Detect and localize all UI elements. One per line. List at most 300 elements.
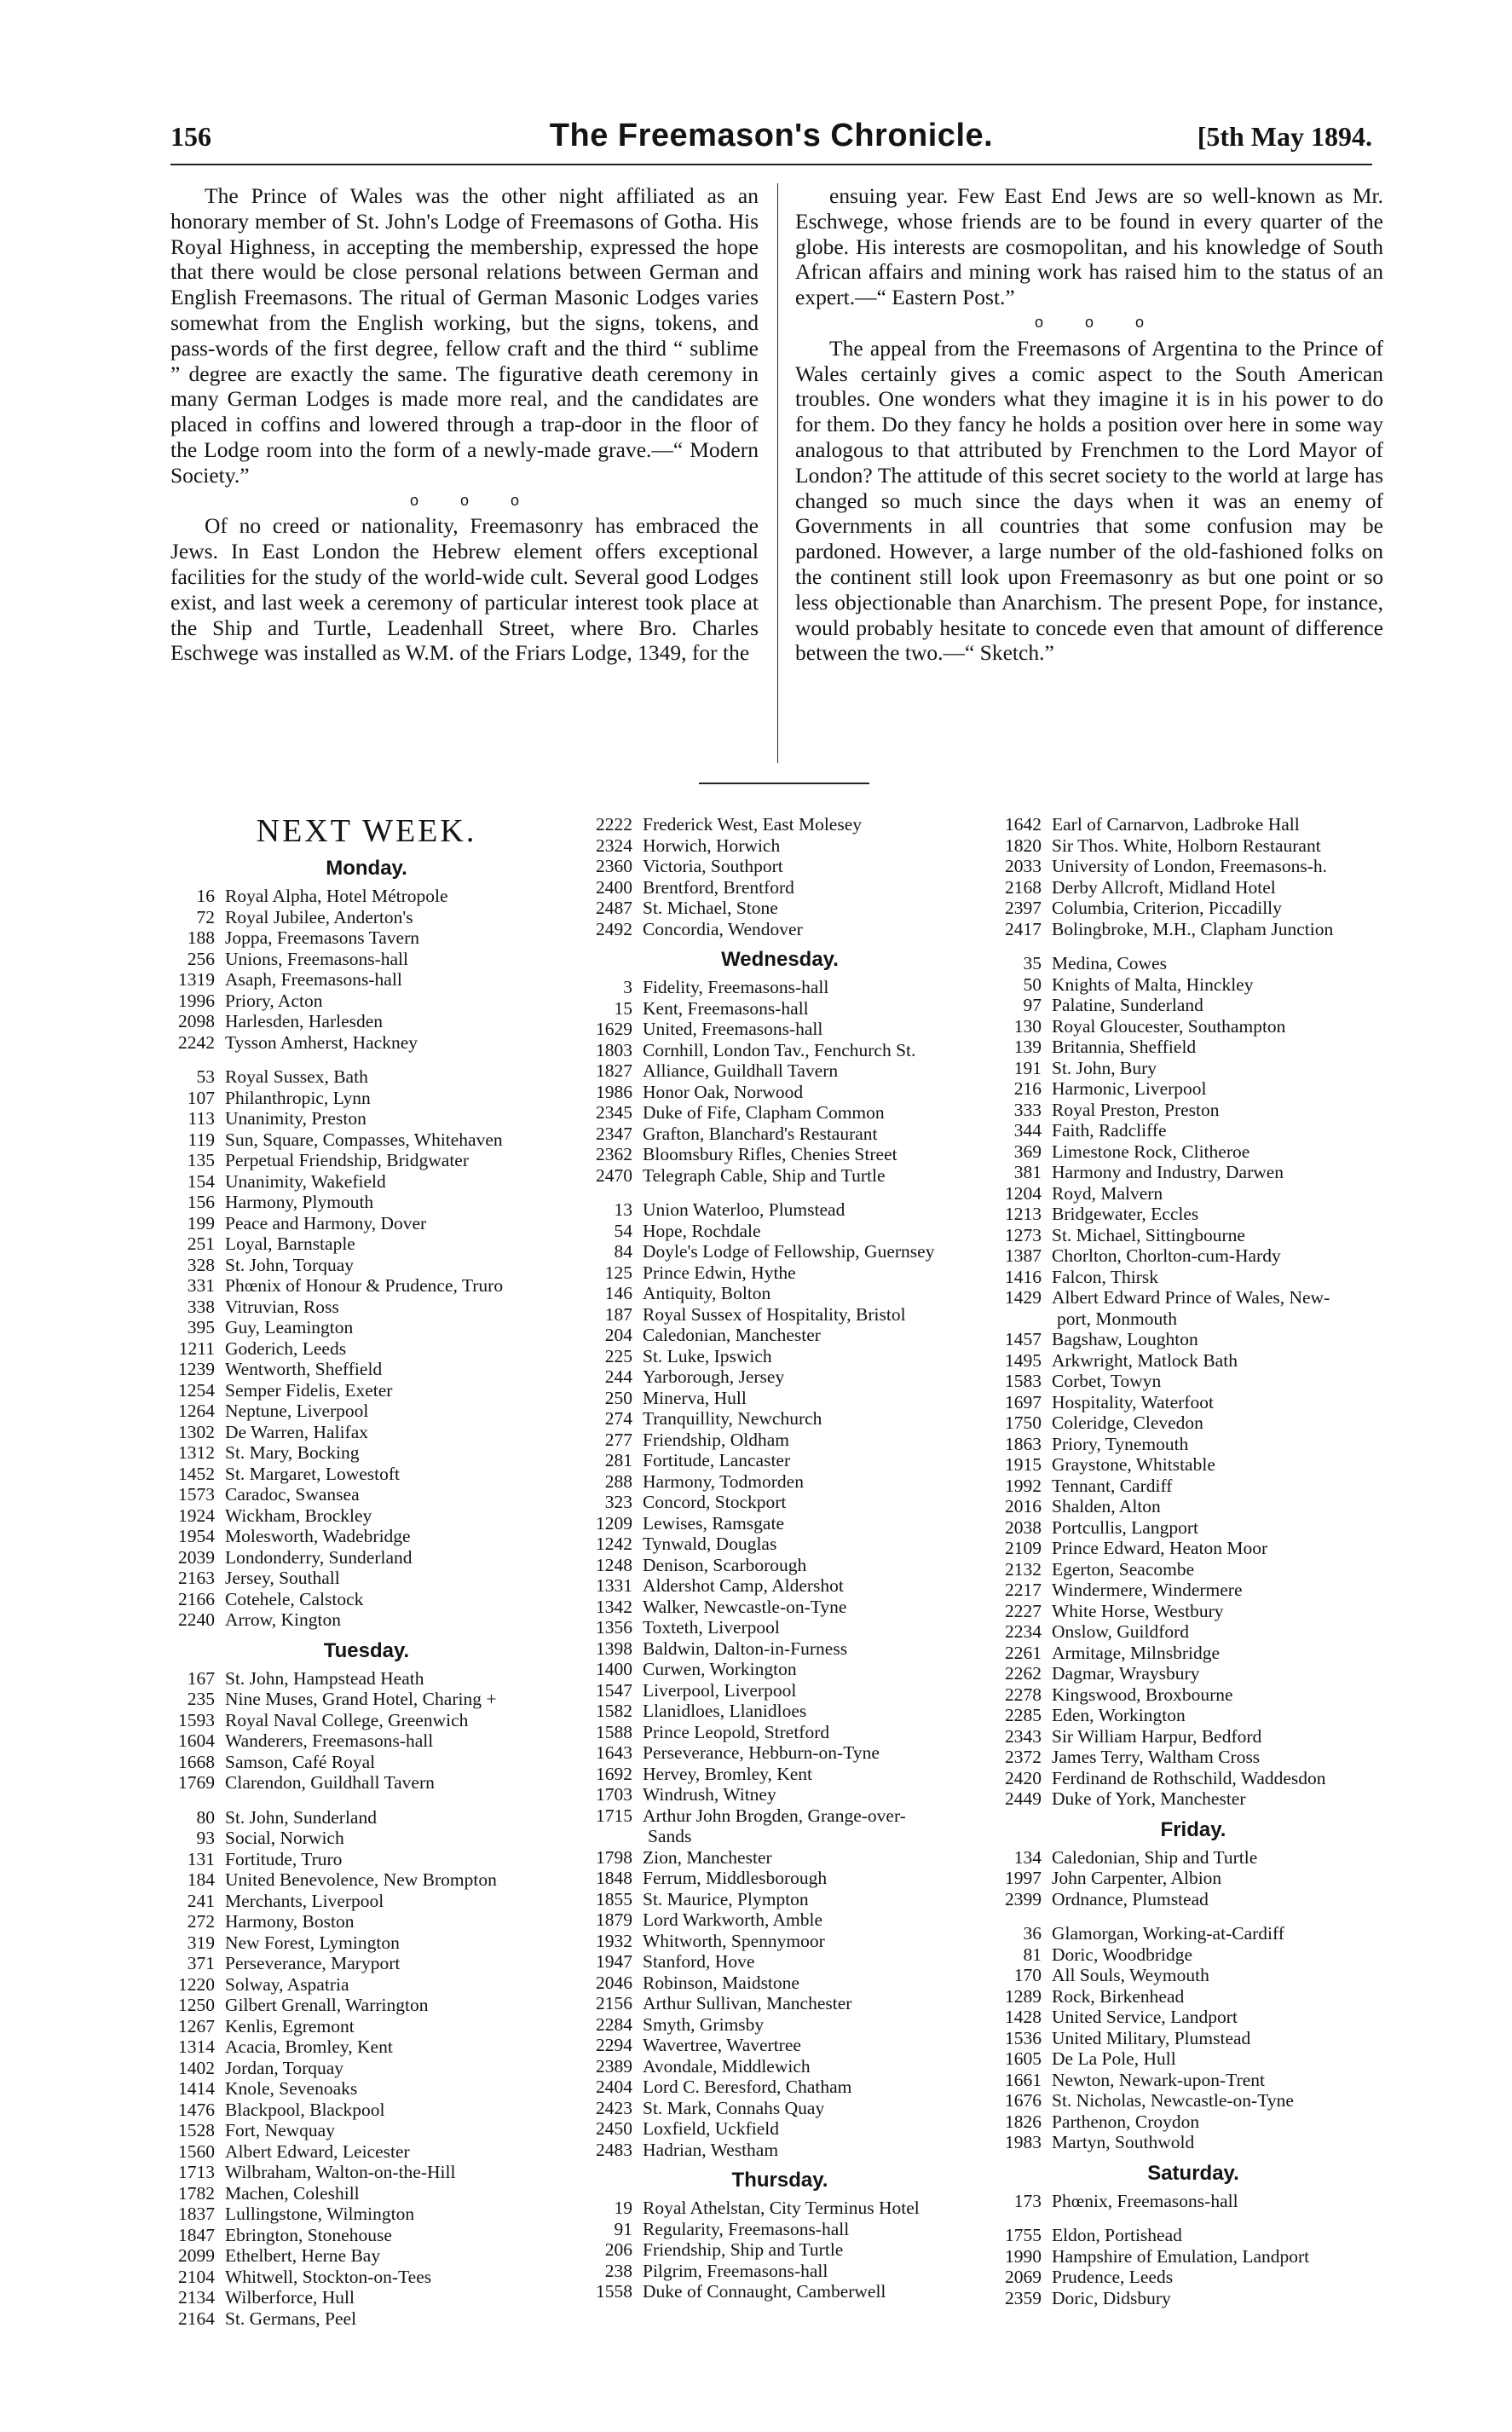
lodge-name: New Forest, Lymington [225, 1932, 400, 1953]
lodge-name: Bagshaw, Loughton [1052, 1329, 1198, 1349]
lodge-entry [580, 2056, 980, 2077]
lodge-number: 1703 [596, 1784, 632, 1805]
lodge-name: Parthenon, Croydon [1052, 2111, 1200, 2132]
list-spacer [989, 2211, 1398, 2225]
lodge-number: 2372 [1005, 1747, 1042, 1767]
lodge-number: 1782 [178, 2182, 215, 2204]
lodge-number: 1248 [596, 1554, 632, 1575]
lodge-name: Chorlton, Chorlton-cum-Hardy [1052, 1245, 1281, 1266]
lodge-entry [989, 1350, 1398, 1372]
lodge-number: 2362 [596, 1144, 632, 1164]
lodge-number: 1755 [1005, 2225, 1042, 2245]
lodge-number: 53 [196, 1066, 215, 1087]
lodge-number: 1750 [1005, 1412, 1042, 1433]
lodge-entry [580, 2118, 980, 2140]
lodge-name: Tennant, Cardiff [1052, 1475, 1173, 1496]
lodge-name: Curwen, Workington [643, 1659, 797, 1679]
lodge-name: Eldon, Portishead [1052, 2225, 1182, 2245]
lodge-entry [162, 1932, 571, 1954]
lodge-name: Social, Norwich [225, 1828, 344, 1848]
lodge-name: Duke of Fife, Clapham Common [643, 1102, 885, 1123]
lodge-entry [162, 1849, 571, 1870]
lodge-entry [162, 2245, 571, 2267]
lodge-number: 170 [1013, 1965, 1042, 1985]
lodge-number: 2104 [178, 2266, 215, 2287]
lodge-entry [162, 1255, 571, 1276]
lodge-name: Londonderry, Sunderland [225, 1546, 413, 1568]
lodge-entry [162, 1526, 571, 1547]
lodge-name: Phœnix, Freemasons-hall [1052, 2190, 1238, 2211]
lodge-number: 338 [187, 1296, 215, 1317]
lodge-entry [989, 1454, 1398, 1476]
lodge-number: 1220 [178, 1973, 215, 1995]
lodge-number: 1416 [1005, 1266, 1042, 1287]
lodge-number: 395 [187, 1317, 215, 1337]
lodge-number: 93 [196, 1828, 215, 1848]
lodge-name: Samson, Café Royal [225, 1751, 376, 1772]
lodge-name: Duke of Connaught, Camberwell [643, 2281, 886, 2302]
lodge-number: 1495 [1005, 1349, 1042, 1371]
lodge-entry [580, 1617, 980, 1638]
lodge-number: 2016 [1005, 1496, 1042, 1516]
lodge-number: 344 [1013, 1120, 1042, 1141]
lodge-number: 125 [604, 1262, 632, 1283]
lodge-number: 1267 [178, 2015, 215, 2036]
lodge-entry [162, 1911, 571, 1932]
lodge-entry [989, 1517, 1398, 1539]
lodge-name: Minerva, Hull [643, 1387, 747, 1408]
lodge-entry [162, 2204, 571, 2225]
lodge-entry [580, 1388, 980, 1409]
lodge-name: Doyle's Lodge of Fellowship, Guernsey [643, 1241, 935, 1262]
lodge-number: 1387 [1005, 1245, 1042, 1266]
lodge-name: Aldershot Camp, Aldershot [643, 1575, 844, 1596]
lodge-name: Bloomsbury Rifles, Chenies Street [643, 1144, 897, 1164]
lodge-entry [580, 1040, 980, 1061]
lodge-number: 1924 [178, 1505, 215, 1526]
lodge-number: 2038 [1005, 1516, 1042, 1538]
lodge-entry [162, 1192, 571, 1213]
lodge-name: Jersey, Southall [225, 1568, 340, 1588]
lodge-entry [989, 1768, 1398, 1789]
page-header [170, 118, 1372, 160]
lodge-entry [989, 2246, 1398, 2267]
lodge-name: De Warren, Halifax [225, 1421, 369, 1442]
lodge-number: 2449 [1005, 1788, 1042, 1809]
day-heading: Wednesday. [721, 948, 839, 971]
lodge-number: 139 [1013, 1037, 1042, 1057]
header-rule [170, 164, 1372, 165]
lodge-number: 80 [196, 1806, 215, 1828]
lodge-name: Columbia, Criterion, Piccadilly [1052, 898, 1282, 918]
lodge-entry [580, 1764, 980, 1785]
lodge-entry [989, 1371, 1398, 1392]
next-week-column-3 [989, 814, 1398, 2308]
lodge-number: 135 [187, 1150, 215, 1170]
lodge-number: 1986 [596, 1081, 632, 1102]
lodge-entry [580, 1408, 980, 1430]
lodge-entry [580, 814, 980, 835]
lodge-name: Lewises, Ramsgate [643, 1512, 784, 1534]
lodge-number: 156 [187, 1192, 215, 1212]
lodge-name: Royal Sussex of Hospitality, Bristol [643, 1303, 906, 1325]
lodge-number: 2294 [596, 2035, 632, 2055]
lodge-number: 1204 [1005, 1182, 1042, 1204]
lodge-number: 1558 [596, 2281, 632, 2302]
lodge-name: St. Germans, Peel [225, 2308, 357, 2329]
lodge-entry [989, 1120, 1398, 1141]
lodge-number: 331 [187, 1275, 215, 1296]
lodge-name: Faith, Radcliffe [1052, 1120, 1167, 1141]
lodge-name: Limestone Rock, Clitheroe [1052, 1141, 1250, 1162]
lodge-entry [580, 1283, 980, 1304]
lodge-name: United Benevolence, New Brompton [225, 1869, 497, 1890]
lodge-entry [162, 1828, 571, 1849]
lodge-number: 2039 [178, 1546, 215, 1568]
lodge-entry [989, 1621, 1398, 1643]
lodge-number: 146 [604, 1283, 632, 1303]
lodge-name: Perseverance, Hebburn-on-Tyne [643, 1742, 880, 1763]
lodge-number: 2450 [596, 2118, 632, 2139]
lodge-name: Friendship, Ship and Turtle [643, 2239, 844, 2260]
lodge-name: Cotehele, Calstock [225, 1588, 364, 1609]
lodge-entry [580, 1450, 980, 1471]
lodge-number: 2166 [178, 1588, 215, 1609]
lodge-entry [989, 1058, 1398, 1079]
lodge-name: Fort, Newquay [225, 2120, 335, 2140]
lodge-name: Priory, Acton [225, 990, 323, 1011]
lodge-number: 2345 [596, 1102, 632, 1123]
lodge-number: 2399 [1005, 1888, 1042, 1909]
lodge-name: Smyth, Grimsby [643, 2013, 765, 2035]
lodge-number: 1932 [596, 1930, 632, 1951]
lodge-entry [989, 1287, 1398, 1308]
lodge-entry [162, 1974, 571, 1996]
lodge-name: Doric, Didsbury [1052, 2287, 1171, 2308]
lodge-entry [162, 1807, 571, 1828]
lodge-number: 2347 [596, 1123, 632, 1144]
lodge-number: 1879 [596, 1909, 632, 1930]
lodge-name: Llanidloes, Llanidloes [643, 1701, 807, 1721]
lodge-name: Semper Fidelis, Exeter [225, 1379, 393, 1401]
lodge-entry [580, 1868, 980, 1889]
lodge-number: 1547 [596, 1679, 632, 1701]
lodge-entry [162, 1464, 571, 1485]
lodge-entry [162, 2058, 571, 2079]
lodge-name: Ferdinand de Rothschild, Waddesdon [1052, 1767, 1326, 1788]
lodge-number: 184 [187, 1869, 215, 1890]
lodge-entry [989, 1684, 1398, 1706]
lodge-entry [989, 1141, 1398, 1163]
lodge-entry [162, 2308, 571, 2330]
lodge-entry [162, 2036, 571, 2058]
lodge-entry [580, 2014, 980, 2036]
lodge-number: 107 [187, 1087, 215, 1108]
lodge-entry [580, 2035, 980, 2056]
lodge-number: 2343 [1005, 1725, 1042, 1747]
lodge-number: 1692 [596, 1763, 632, 1784]
lodge-entry [580, 2077, 980, 2098]
lodge-entry [580, 1993, 980, 2014]
lodge-entry [162, 1032, 571, 1054]
lodge-name: Glamorgan, Working-at-Cardiff [1052, 1923, 1284, 1944]
lodge-entry [989, 995, 1398, 1016]
lodge-number: 199 [187, 1212, 215, 1233]
lodge-entry [580, 2198, 980, 2219]
lodge-name: Caledonian, Ship and Turtle [1052, 1846, 1258, 1868]
lodge-number: 1211 [178, 1337, 215, 1359]
lodge-entry [162, 1772, 571, 1794]
lodge-entry [580, 1124, 980, 1145]
lodge-number: 2134 [178, 2287, 215, 2308]
lodge-number: 1414 [178, 2078, 215, 2099]
list-spacer [162, 1053, 571, 1066]
lodge-number: 2240 [178, 1609, 215, 1630]
article-paragraph: The appeal from the Freemasons of Argentina to the Prince of Wales certainly gives a comic aspect to the South American troubles. One wonders what they imagine it is in his power to do for them. Do they fancy he holds a position over here in some way analogous to that attributed by Frenchmen to the Lord Mayor of London? The attitude of this secret society to the world at large has changed so much since the days when it was an enemy of Governments in all countries that some confusion may be pardoned. However, a large number of the old-fashioned folks on the continent still look upon Freemasonry as but one point or so less objectionable than Anarchism. The present Pope, for instance, would probably hesitate to concede even that amount of difference between the two.—“ Sketch.” [795, 335, 1383, 666]
lodge-number: 1855 [596, 1888, 632, 1909]
lodge-name: Royal Jubilee, Anderton's [225, 906, 413, 927]
lodge-number: 2168 [1005, 876, 1042, 898]
lodge-number: 2278 [1005, 1684, 1042, 1705]
lodge-number: 2400 [596, 876, 632, 898]
lodge-entry [580, 1221, 980, 1242]
lodge-number: 154 [187, 1170, 215, 1192]
lodge-number: 1264 [178, 1401, 215, 1421]
lodge-entry [580, 1199, 980, 1221]
lodge-number: 1826 [1005, 2111, 1042, 2132]
lodge-name: Earl of Carnarvon, Ladbroke Hall [1052, 814, 1300, 835]
lodge-name: Honor Oak, Norwood [643, 1081, 804, 1102]
lodge-name: Concord, Stockport [643, 1492, 787, 1512]
lodge-name: Gilbert Grenall, Warrington [225, 1995, 429, 2015]
lodge-name: Perseverance, Maryport [225, 1953, 401, 1973]
lodge-number: 1605 [1005, 2048, 1042, 2069]
lodge-entry [989, 1559, 1398, 1580]
lodge-number: 2099 [178, 2245, 215, 2266]
lodge-name: Molesworth, Wadebridge [225, 1526, 411, 1546]
lodge-name: Wilberforce, Hull [225, 2287, 355, 2308]
lodge-name: Avondale, Middlewich [643, 2055, 811, 2077]
lodge-number: 250 [604, 1387, 632, 1408]
lodge-number: 1457 [1005, 1329, 1042, 1349]
lodge-number: 281 [604, 1450, 632, 1470]
lodge-entry [989, 1889, 1398, 1910]
lodge-number: 1250 [178, 1995, 215, 2015]
lodge-entry [580, 2239, 980, 2261]
lodge-number: 2397 [1005, 898, 1042, 918]
lodge-entry [580, 1597, 980, 1618]
lodge-name: Duke of York, Manchester [1052, 1788, 1246, 1809]
lodge-number: 2483 [596, 2139, 632, 2160]
lodge-name: United, Freemasons-hall [643, 1019, 823, 1039]
lodge-name: Royal Alpha, Hotel Métropole [225, 886, 448, 906]
lodge-entry [580, 1722, 980, 1743]
lodge-entry [162, 1011, 571, 1032]
lodge-number: 2132 [1005, 1558, 1042, 1580]
lodge-number: 369 [1013, 1141, 1042, 1162]
lodge-name: Machen, Coleshill [225, 2182, 360, 2204]
lodge-name: Ebrington, Stonehouse [225, 2224, 392, 2245]
lodge-entry [989, 1100, 1398, 1121]
day-heading: Friday. [1160, 1817, 1226, 1841]
lodge-entry [162, 1213, 571, 1234]
lodge-name: Harmony, Plymouth [225, 1192, 374, 1212]
lodge-number: 2109 [1005, 1538, 1042, 1558]
list-spacer [989, 1909, 1398, 1923]
lodge-name: Britannia, Sheffield [1052, 1037, 1197, 1057]
lodge-number: 319 [187, 1932, 215, 1953]
article-paragraph: The Prince of Wales was the other night affiliated as an honorary member of St. John's Lodge of Freemasons of Gotha. His Royal Highness, in accepting the membership, expressed the hope that there would be close personal relations between German and English Freemasons. The ritual of German Masonic Lodges varies somewhat from the English working, but the signs, tokens, and pass-words of the first degree, fellow craft and the third “ sublime ” degree are exactly the same. The figurative death ceremony in many German Lodges is made more real, and the candidates are placed in coffins and lowered through a trap-door in the floor of the Lodge room into the form of a newly-made grave.—“ Modern Society.” [170, 183, 759, 488]
lodge-entry [580, 1638, 980, 1660]
lodge-name: Lord C. Beresford, Chatham [643, 2077, 852, 2097]
lodge-number: 206 [604, 2239, 632, 2260]
lodge-name: Kent, Freemasons-hall [643, 997, 809, 1019]
lodge-entry [989, 1726, 1398, 1747]
lodge-name: Royal Sussex, Bath [225, 1066, 368, 1087]
lodge-entry [162, 1066, 571, 1088]
lodge-entry [162, 1171, 571, 1193]
lodge-number: 1573 [178, 1484, 215, 1505]
lodge-name: Tranquillity, Newchurch [643, 1408, 822, 1429]
lodge-name: Kingswood, Broxbourne [1052, 1684, 1233, 1705]
lodge-number: 1593 [178, 1709, 215, 1730]
lodge-number: 2069 [1005, 2267, 1042, 2287]
lodge-number: 323 [604, 1492, 632, 1512]
lodge-number: 1528 [178, 2120, 215, 2140]
lodge-number: 19 [614, 2198, 632, 2218]
day-heading: Saturday. [1147, 2161, 1239, 2185]
lodge-number: 2404 [596, 2077, 632, 2097]
lodge-name: Fortitude, Lancaster [643, 1450, 791, 1470]
lodge-entry [580, 2281, 980, 2302]
lodge-number: 167 [187, 1667, 215, 1689]
lodge-name: Guy, Leamington [225, 1317, 354, 1337]
lodge-entry [162, 1710, 571, 1731]
lodge-entry [162, 1359, 571, 1380]
lodge-entry [162, 1442, 571, 1464]
lodge-entry [580, 1304, 980, 1326]
lodge-name: St. Mary, Bocking [225, 1442, 360, 1463]
lodge-entry [580, 998, 980, 1020]
article-paragraph: ensuing year. Few East End Jews are so well-known as Mr. Eschwege, whose friends are to be found in every quarter of the globe. His interests are cosmopolitan, and his knowledge of South African affairs and mining work has raised him to the status of an expert.—“ Eastern Post.” [795, 183, 1383, 310]
lodge-name: Rock, Birkenhead [1052, 1985, 1185, 2007]
lodge-number: 1668 [178, 1751, 215, 1772]
lodge-name: Antiquity, Bolton [643, 1283, 771, 1303]
next-week-column-2 [580, 814, 980, 2302]
lodge-number: 113 [188, 1108, 215, 1129]
lodge-entry [580, 1471, 980, 1493]
lodge-entry [989, 1580, 1398, 1601]
lodge-name: Vitruvian, Ross [225, 1296, 339, 1317]
lodge-entry [580, 1492, 980, 1513]
lodge-entry [162, 1995, 571, 2016]
lodge-entry [989, 2007, 1398, 2028]
lodge-number: 1213 [1005, 1204, 1042, 1224]
lodge-entry [989, 1392, 1398, 1413]
lodge-number: 241 [187, 1890, 215, 1911]
lodge-number: 1356 [596, 1617, 632, 1638]
lodge-entry [580, 1165, 980, 1187]
lodge-entry [989, 1986, 1398, 2007]
lodge-name: Prince Edward, Heaton Moor [1052, 1538, 1268, 1558]
lodge-entry [989, 1267, 1398, 1288]
lodge-name: Caradoc, Swansea [225, 1484, 360, 1505]
lodge-name: St. Michael, Stone [643, 898, 778, 918]
lodge-name: Wentworth, Sheffield [225, 1359, 383, 1379]
lodge-entry [580, 1951, 980, 1973]
lodge-entry [580, 1325, 980, 1346]
lodge-entry [162, 1568, 571, 1589]
lodge-entry [162, 969, 571, 991]
lodge-name: Royal Naval College, Greenwich [225, 1709, 469, 1730]
lodge-entry [580, 835, 980, 857]
lodge-entry [989, 2267, 1398, 2288]
lodge-entry [580, 1513, 980, 1534]
lodge-entry [989, 2191, 1398, 2212]
lodge-number: 1642 [1005, 814, 1042, 835]
lodge-number: 1992 [1005, 1475, 1042, 1496]
lodge-name: Sir Thos. White, Holborn Restaurant [1052, 835, 1321, 856]
lodge-entry [580, 1701, 980, 1722]
lodge-number: 2234 [1005, 1621, 1042, 1642]
lodge-number: 1915 [1005, 1454, 1042, 1475]
lodge-entry [580, 1680, 980, 1701]
lodge-entry [162, 1609, 571, 1631]
issue-date: [5th May 1894. [1197, 121, 1372, 152]
lodge-name: Onslow, Guildford [1052, 1621, 1190, 1642]
next-week-heading: NEXT WEEK. [256, 813, 477, 849]
lodge-number: 15 [614, 997, 632, 1019]
lodge-number: 1990 [1005, 2245, 1042, 2267]
lodge-number: 1661 [1005, 2069, 1042, 2090]
lodge-number: 1302 [178, 1421, 215, 1442]
lodge-name: Goderich, Leeds [225, 1337, 347, 1359]
lodge-entry [580, 977, 980, 998]
lodge-name: United Military, Plumstead [1052, 2027, 1251, 2048]
lodge-entry [580, 1430, 980, 1451]
lodge-entry [580, 1742, 980, 1764]
lodge-entry [989, 2028, 1398, 2049]
lodge-entry [989, 1476, 1398, 1497]
lodge-name: Liverpool, Liverpool [643, 1679, 797, 1701]
lodge-name: Harlesden, Harlesden [225, 1011, 384, 1031]
lodge-number: 1769 [178, 1772, 215, 1793]
lodge-number: 1536 [1005, 2027, 1042, 2048]
lodge-entry [162, 1953, 571, 1974]
lodge-name: Robinson, Maidstone [643, 1972, 799, 1993]
lodge-name: Victoria, Southport [643, 856, 783, 876]
lodge-entry [989, 1705, 1398, 1726]
lodge-name: St. John, Torquay [225, 1254, 354, 1275]
lodge-name: Toxteth, Liverpool [643, 1617, 780, 1638]
lodge-entry [580, 1784, 980, 1805]
lodge-entry [162, 1297, 571, 1318]
lodge-number: 288 [604, 1470, 632, 1492]
lodge-name: St. Mark, Connahs Quay [643, 2097, 825, 2118]
lodge-name: United Service, Landport [1052, 2007, 1238, 2027]
lodge-number: 173 [1013, 2190, 1042, 2211]
lodge-name: Bolingbroke, M.H., Clapham Junction [1052, 918, 1334, 939]
lodge-name: Walker, Newcastle-on-Tyne [643, 1596, 847, 1617]
lodge-entry [580, 2098, 980, 2119]
lodge-entry [989, 2288, 1398, 2309]
lodge-entry [580, 1931, 980, 1952]
lodge-number: 1837 [178, 2204, 215, 2224]
lodge-entry [162, 2078, 571, 2100]
lodge-name: St. John, Hampstead Heath [225, 1667, 424, 1689]
lodge-name: Palatine, Sunderland [1052, 995, 1203, 1015]
lodge-name: Harmonic, Liverpool [1052, 1078, 1207, 1099]
